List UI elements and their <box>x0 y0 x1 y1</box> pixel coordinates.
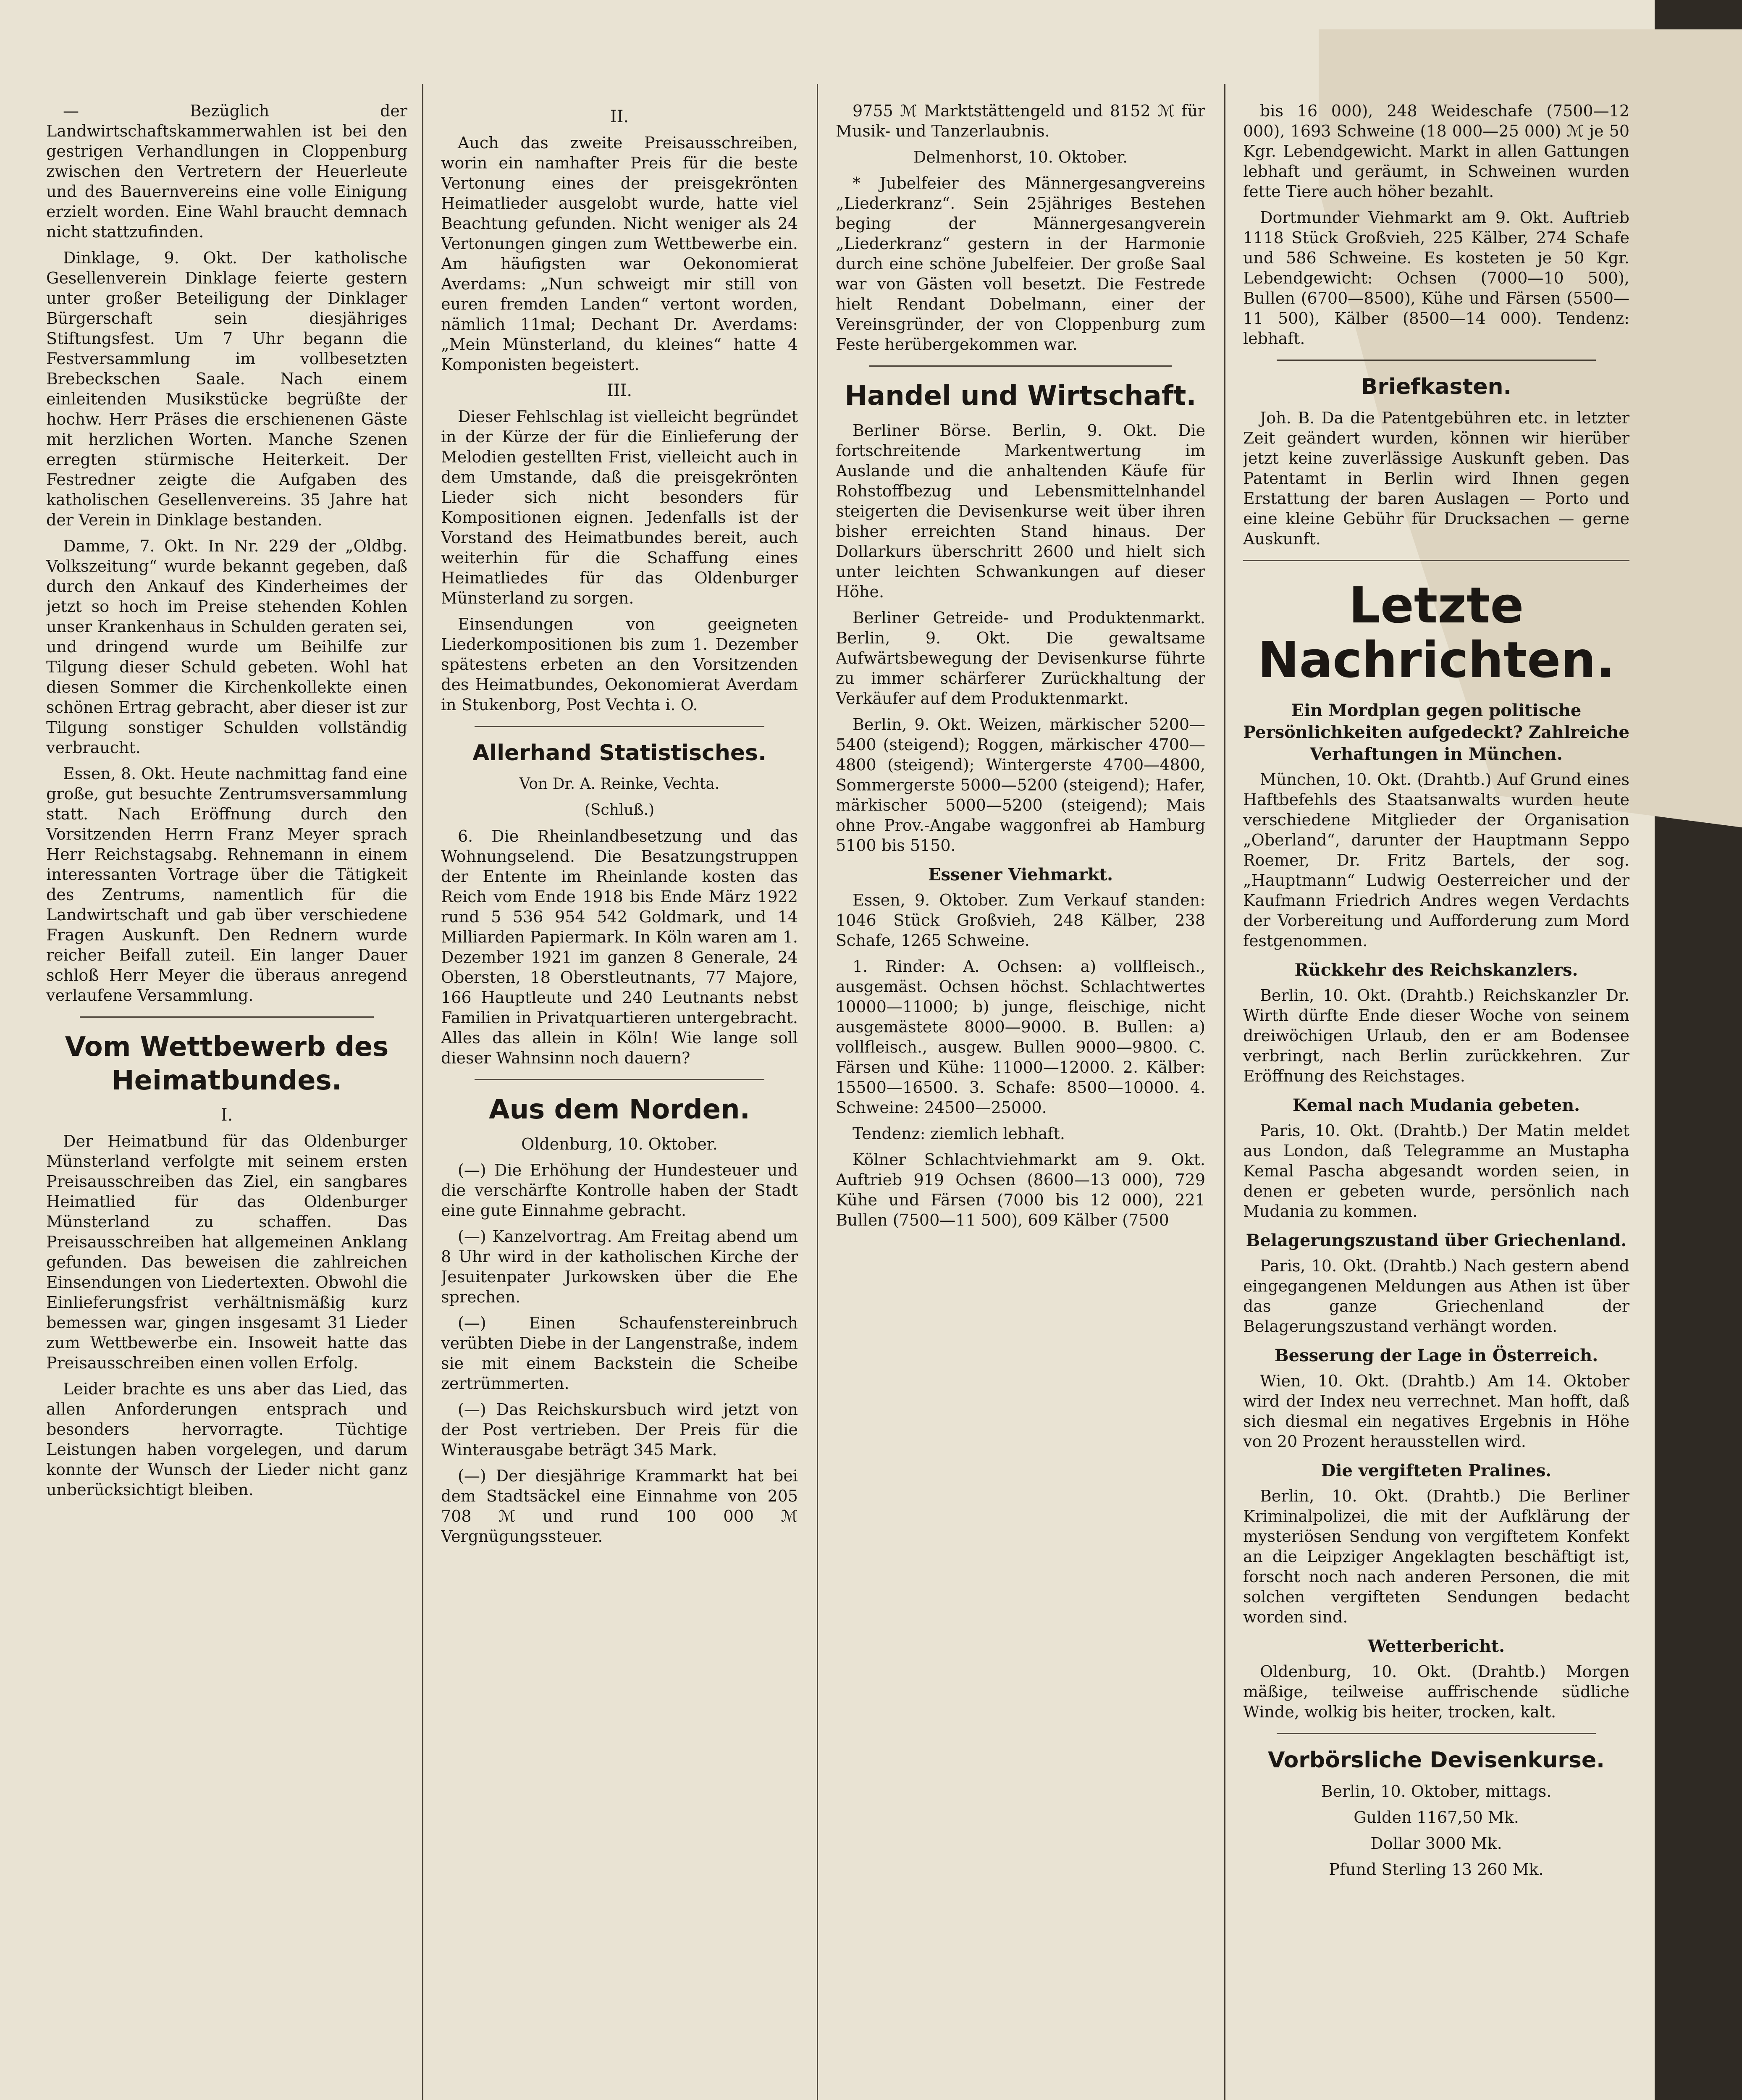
article-paragraph: Auch das zweite Preisausschreiben, worin ein namhafter Preis für die beste Vertonung eines der preisgekrönten Heimatlieder ausgelobt wurde, hatte viel Beachtung gefunden. Nicht weniger als 24 Vertonungen gingen zum Wettbewerbe ein. Am häufigsten war Oekonomierat Averdams: „Nun schweigt mir still von euren fremden Landen“ vertont worden, nämlich 11mal; Dechant Dr. Averdams: „Mein Münsterland, du kleines“ hatte 4 Komponisten begeistert. <box>441 134 798 374</box>
article-paragraph: (—) Einen Schaufenstereinbruch verübten Diebe in der Langenstraße, indem sie mit einem Backstein die Scheibe zertrümmerten. <box>441 1314 798 1393</box>
article-paragraph: Oldenburg, 10. Okt. (Drahtb.) Morgen mäßige, teilweise auffrischende südliche Winde, wolkig bis heiter, trocken, kalt. <box>1243 1662 1629 1721</box>
dateline: Delmenhorst, 10. Oktober. <box>913 148 1128 166</box>
headline: Die vergifteten Pralines. <box>1321 1461 1552 1480</box>
divider <box>1243 560 1629 561</box>
byline: Von Dr. A. Reinke, Vechta. <box>519 775 720 793</box>
column-rule <box>817 84 818 2100</box>
divider <box>80 1016 374 1018</box>
article-paragraph: München, 10. Okt. (Drahtb.) Auf Grund eines Haftbefehls des Staatsanwalts wurden heute verschiedene Mitglieder der Organisation „Oberland“, darunter der Hauptmann Seppo Roemer, Dr. Fritz Bartels, der sog. „Hauptmann“ Ludwig Oesterreicher und der Kaufmann Friedrich Andres wegen Verdachts der Vorbereitung und Aufforderung zum Mord festgenommen. <box>1243 770 1629 950</box>
divider <box>869 365 1172 367</box>
column-4 <box>1243 101 1629 2100</box>
section-number: II. <box>610 107 629 126</box>
article-heading: Handel und Wirtschaft. <box>845 381 1196 412</box>
article-heading: Vom Wettbewerb des Heimatbundes. <box>65 1032 389 1096</box>
article-paragraph: Dieser Fehlschlag ist vielleicht begründet in der Kürze der für die Einlieferung der Melodien gestellten Frist, vielleicht auch in dem Umstande, daß die preisgekrönten Lieder sich nicht besonders für Kompositionen eignen. Jedenfalls ist der Vorstand des Heimatbundes bereit, auch weiterhin für die Schaffung eines Heimatliedes für das Oldenburger Münsterland zu sorgen. <box>441 407 798 607</box>
article-paragraph: Paris, 10. Okt. (Drahtb.) Nach gestern abend eingegangenen Meldungen aus Athen ist über das ganze Griechenland der Belagerungszustand verhängt worden. <box>1243 1257 1629 1336</box>
article-paragraph: — Bezüglich der Landwirtschaftskammerwahlen ist bei den gestrigen Verhandlungen in Cloppenburg zwischen den Vertretern der Heuerleute und des Bauernvereins eine volle Einigung erzielt worden. Eine Wahl braucht demnach nicht stattzufinden. <box>46 102 407 241</box>
article-paragraph: * Jubelfeier des Männergesangvereins „Liederkranz“. Sein 25jähriges Bestehen beging der Männergesangverein „Liederkranz“ gestern in der Harmonie durch eine schöne Jubelfeier. Der große Saal war von Gästen voll besetzt. Die Festrede hielt Rendant Dobelmann, einer der Vereinsgründer, der von Cloppenburg zum Feste herübergekommen war. <box>836 174 1205 354</box>
article-paragraph: (—) Der diesjährige Krammarkt hat bei dem Stadtsäckel eine Einnahme von 205 708 ℳ und rund 100 000 ℳ Vergnügungssteuer. <box>441 1467 798 1546</box>
article-heading: Briefkasten. <box>1361 374 1512 399</box>
quote-line: Dollar 3000 Mk. <box>1370 1834 1502 1853</box>
section-number: III. <box>606 381 632 400</box>
article-paragraph: Berliner Getreide- und Produktenmarkt. Berlin, 9. Okt. Die gewaltsame Aufwärtsbewegung der Devisenkurse führte zu immer schärferer Zurückhaltung der Verkäufer auf dem Produktenmarkt. <box>836 609 1205 708</box>
article-paragraph: Paris, 10. Okt. (Drahtb.) Der Matin meldet aus London, daß Telegramme an Mustapha Kemal Pascha abgesandt worden seien, in denen er gebeten wurde, persönlich nach Mudania zu kommen. <box>1243 1121 1629 1221</box>
article-paragraph: Dortmunder Viehmarkt am 9. Okt. Auftrieb 1118 Stück Großvieh, 225 Kälber, 274 Schafe und 586 Schweine. Es kosteten je 50 Kgr. Lebendgewicht: Ochsen (7000—10 500), Bullen (6700—8500), Kühe und Färsen (5500—11 500), Kälber (8500—14 000). Tendenz: lebhaft. <box>1243 208 1629 348</box>
divider <box>1277 1733 1596 1734</box>
article-paragraph: Dinklage, 9. Okt. Der katholische Gesellenverein Dinklage feierte gestern unter großer Beteiligung der Dinklager Bürgerschaft sein diesjähriges Stiftungsfest. Um 7 Uhr begann die Festversammlung im vollbesetzten Brebeckschen Saale. Nach einem einleitenden Musikstücke begrüßte der hochw. Herr Präses die erschienenen Gäste mit herzlichen Worten. Manche Szenen erregten stürmische Heiterkeit. Der Festredner zeigte die Aufgaben des katholischen Gesellenvereins. 35 Jahre hat der Verein in Dinklage bestanden. <box>46 249 407 529</box>
article-paragraph: Damme, 7. Okt. In Nr. 229 der „Oldbg. Volkszeitung“ wurde bekannt gegeben, daß durch den Ankauf des Kinderheimes der jetzt so hoch im Preise stehenden Kohlen unser Krankenhaus in Schulden geraten sei, und dringend wurde um Beihilfe zur Tilgung dieser Schuld gebeten. Wohl hat diesen Sommer die Kirchenkollekte einen schönen Ertrag gebracht, aber dieser ist zur Tilgung sonstiger Schulden vollständig verbraucht. <box>46 537 407 757</box>
article-paragraph: 6. Die Rheinlandbesetzung und das Wohnungselend. Die Besatzungstruppen der Entente im Rheinlande kosten das Reich vom Ende 1918 bis Ende März 1922 rund 5 536 954 542 Goldmark, und 14 Milliarden Papiermark. In Köln waren am 1. Dezember 1921 im ganzen 8 Generale, 24 Obersten, 18 Oberstleutnants, 77 Majore, 166 Hauptleute und 240 Leutnants nebst Familien in Privatquartieren untergebracht. Alles das allein in Köln! Wie lange soll dieser Wahnsinn noch dauern? <box>441 827 798 1067</box>
article-heading: Aus dem Norden. <box>489 1094 750 1125</box>
column-2 <box>441 101 798 2100</box>
article-paragraph: Berlin, 10. Okt. (Drahtb.) Die Berliner Kriminalpolizei, die mit der Aufklärung der mysteriösen Sendung von vergiftetem Konfekt an die Leipziger Angeklagten beschäftigt ist, forscht noch nach anderen Personen, die mit solchen vergifteten Sendungen bedacht worden sind. <box>1243 1487 1629 1626</box>
headline: Belagerungszustand über Griechenland. <box>1246 1231 1627 1250</box>
dateline: Oldenburg, 10. Oktober. <box>521 1135 718 1153</box>
article-heading: Allerhand Statistisches. <box>472 740 766 766</box>
headline: Wetterbericht. <box>1367 1636 1505 1656</box>
article-paragraph: 1. Rinder: A. Ochsen: a) vollfleisch., ausgemäst. Ochsen höchst. Schlachtwertes 10000—11000; b) junge, fleischige, nicht ausgemästete 8000—9000. B. Bullen: a) vollfleisch., ausgew. Bullen 9000—9800. C. Färsen und Kühe: 11000—12000. 2. Kälber: 15500—16500. 3. Schafe: 8500—10000. 4. Schweine: 24500—25000. <box>836 957 1205 1117</box>
quote-line: Pfund Sterling 13 260 Mk. <box>1329 1860 1544 1879</box>
article-paragraph: (—) Das Reichskursbuch wird jetzt von der Post vertrieben. Der Preis für die Winterausgabe beträgt 345 Mark. <box>441 1400 798 1459</box>
article-paragraph: Berlin, 10. Okt. (Drahtb.) Reichskanzler Dr. Wirth dürfte Ende dieser Woche von seinem dreiwöchigen Urlaub, den er am Bodensee verbringt, nach Berlin zurückkehren. Zur Eröffnung des Reichstages. <box>1243 986 1629 1085</box>
column-rule <box>1224 84 1225 2100</box>
article-paragraph: Essen, 9. Oktober. Zum Verkauf standen: 1046 Stück Großvieh, 248 Kälber, 238 Schafe, 1265 Schweine. <box>836 891 1205 950</box>
article-paragraph: Berlin, 9. Okt. Weizen, märkischer 5200—5400 (steigend); Roggen, märkischer 4700—4800 (steigend); Wintergerste 4700—4800, Sommergerste 5000—5200 (steigend); Hafer, märkischer 5000—5200 (steigend); Mais ohne Prov.-Angabe waggonfrei ab Hamburg 5100 bis 5150. <box>836 715 1205 855</box>
article-paragraph: (—) Die Erhöhung der Hundesteuer und die verschärfte Kontrolle haben der Stadt eine gute Einnahme gebracht. <box>441 1161 798 1220</box>
article-paragraph: Essen, 8. Okt. Heute nachmittag fand eine große, gut besuchte Zentrumsversammlung statt. Nach Eröffnung durch den Vorsitzenden Herrn Franz Meyer sprach Herr Reichstagsabg. Rehnemann in einem interessanten Vortrage über die Tätigkeit des Zentrums, namentlich für die Landwirtschaft und gab über verschiedene Fragen Auskunft. Den Rednern wurde reicher Beifall zuteil. Ein langer Dauer schloß Herr Meyer die überaus anregend verlaufene Versammlung. <box>46 764 407 1005</box>
column-3 <box>836 101 1205 2100</box>
article-paragraph: Berliner Börse. Berlin, 9. Okt. Die fortschreitende Markentwertung im Auslande und die anhaltenden Käufe für Rohstoffbezug und Lebensmittelnhandel steigerten die Devisenkurse weit über ihren bisher erreichten Stand hinaus. Der Dollarkurs überschritt 2600 und hielt sich unter leichten Schwankungen auf dieser Höhe. <box>836 421 1205 601</box>
section-heading: Essener Viehmarkt. <box>928 865 1113 885</box>
article-paragraph: Tendenz: ziemlich lebhaft. <box>853 1124 1065 1143</box>
article-paragraph: bis 16 000), 248 Weideschafe (7500—12 000), 1693 Schweine (18 000—25 000) ℳ je 50 Kgr. Lebendgewicht. Markt in allen Gattungen lebhaft und geräumt, in Schweinen wurden fette Tiere auch höher bezahlt. <box>1243 102 1629 201</box>
headline: Kemal nach Mudania gebeten. <box>1292 1095 1580 1115</box>
section-masthead: Letzte Nachrichten. <box>1257 576 1615 689</box>
article-paragraph: (—) Kanzelvortrag. Am Freitag abend um 8 Uhr wird in der katholischen Kirche der Jesuitenpater Jurkowsken über die Ehe sprechen. <box>441 1227 798 1306</box>
headline: Rückkehr des Reichskanzlers. <box>1294 960 1578 980</box>
article-paragraph: Wien, 10. Okt. (Drahtb.) Am 14. Oktober wird der Index neu verrechnet. Man hofft, daß sich diesmal ein negatives Ergebnis in Höhe von 20 Prozent herausstellen wird. <box>1243 1372 1629 1451</box>
column-rule <box>422 84 423 2100</box>
divider <box>475 726 764 727</box>
section-number: I. <box>220 1105 233 1125</box>
column-1 <box>46 101 407 2100</box>
article-paragraph: Leider brachte es uns aber das Lied, das allen Anforderungen entsprach und besonders hervorragte. Tüchtige Leistungen haben vorgelegen, und darum konnte der Wunsch der Lieder nicht ganz unberücksichtigt bleiben. <box>46 1380 407 1499</box>
article-paragraph: 9755 ℳ Marktstättengeld und 8152 ℳ für Musik- und Tanzerlaubnis. <box>836 102 1205 140</box>
article-paragraph: Einsendungen von geeigneten Liederkompositionen bis zum 1. Dezember spätestens erbeten an den Vorsitzenden des Heimatbundes, Oekonomierat Averdam in Stukenborg, Post Vechta i. O. <box>441 615 798 714</box>
dateline: Berlin, 10. Oktober, mittags. <box>1321 1782 1552 1801</box>
divider <box>475 1079 764 1080</box>
headline: Besserung der Lage in Österreich. <box>1274 1346 1598 1365</box>
article-paragraph: Joh. B. Da die Patentgebühren etc. in letzter Zeit geändert wurden, können wir hierüber jetzt keine zuverlässige Auskunft geben. Das Patentamt in Berlin wird Ihnen gegen Erstattung der baren Auslagen — Porto und eine kleine Gebühr für Drucksachen — gerne Auskunft. <box>1243 409 1629 548</box>
article-paragraph: Kölner Schlachtviehmarkt am 9. Okt. Auftrieb 919 Ochsen (8600—13 000), 729 Kühe und Färsen (7000 bis 12 000), 221 Bullen (7500—11 500), 609 Kälber (7500 <box>836 1150 1205 1229</box>
sub-note: (Schluß.) <box>584 801 655 819</box>
divider <box>1277 360 1596 361</box>
headline: Ein Mordplan gegen politische Persönlichkeiten aufgedeckt? Zahlreiche Verhaftungen in München. <box>1243 701 1629 764</box>
article-paragraph: Der Heimatbund für das Oldenburger Münsterland verfolgte mit seinem ersten Preisausschreiben das Ziel, ein sangbares Heimatlied für das Oldenburger Münsterland zu schaffen. Das Preisausschreiben hat allgemeinen Anklang gefunden. Das beweisen die zahlreichen Einsendungen von Liedertexten. Obwohl die Einlieferungsfrist verhältnismäßig kurz bemessen war, gingen insgesamt 31 Lieder zum Wettbewerbe ein. Insoweit hatte das Preisausschreiben einen vollen Erfolg. <box>46 1132 407 1372</box>
article-heading: Vorbörsliche Devisenkurse. <box>1268 1748 1605 1773</box>
quote-line: Gulden 1167,50 Mk. <box>1354 1808 1519 1827</box>
